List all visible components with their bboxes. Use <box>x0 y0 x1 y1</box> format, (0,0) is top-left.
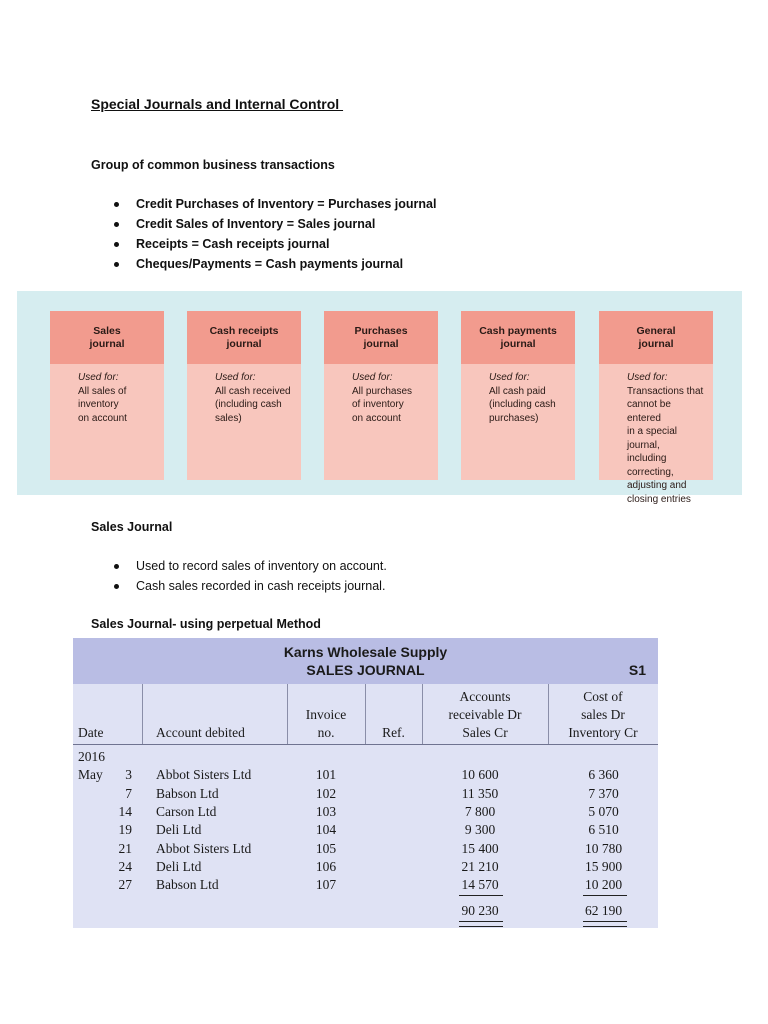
journal-card-body: Used for: Transactions that cannot be entered in a special journal, including correcting, adjusting and closing entries <box>627 372 704 505</box>
account-cell: Babson Ltd <box>156 786 219 801</box>
total-ar-cell: 90 230 <box>461 903 499 918</box>
day-cell: 24 <box>118 859 132 874</box>
journal-card-title: Cash payments journal <box>461 311 575 364</box>
journal-card-general <box>599 311 713 505</box>
journal-card-title: Cash receipts journal <box>187 311 301 364</box>
journal-card-title: General journal <box>599 311 713 364</box>
journal-card-body: Used for: All cash paid (including cash purchases) <box>489 372 556 424</box>
sales-journal-heading: Sales Journal <box>91 520 173 534</box>
double-rule <box>459 921 503 927</box>
year-cell: 2016 <box>78 749 105 764</box>
cos-cell: 15 900 <box>584 859 623 874</box>
journal-card-purchases <box>324 311 438 480</box>
journal-card-body: Used for: All purchases of inventory on account <box>352 372 413 424</box>
col-date: Date <box>78 725 104 740</box>
day-cell: 7 <box>125 786 132 801</box>
list-item: Credit Sales of Inventory = Sales journal <box>110 214 436 234</box>
double-rule <box>583 921 627 927</box>
cos-cell: 5 070 <box>588 804 619 819</box>
account-cell: Abbot Sisters Ltd <box>156 767 252 782</box>
list-item: Cheques/Payments = Cash payments journal <box>110 254 436 274</box>
cos-cell: 10 200 <box>584 877 623 892</box>
table-header-band <box>73 638 658 684</box>
account-cell: Deli Ltd <box>156 822 202 837</box>
list-item: Receipts = Cash receipts journal <box>110 234 436 254</box>
ar-cell: 15 400 <box>461 841 499 856</box>
ar-cell: 10 600 <box>461 767 499 782</box>
subtotal-rule <box>583 895 627 896</box>
group-list <box>110 194 436 274</box>
cos-cell: 6 510 <box>588 822 619 837</box>
list-item: Used to record sales of inventory on account. <box>110 556 387 576</box>
journal-name: SALES JOURNAL <box>306 662 425 678</box>
sales-journal-list <box>110 556 387 596</box>
ar-cell: 21 210 <box>461 859 499 874</box>
ar-cell: 11 350 <box>461 786 499 801</box>
col-cost-of-sales: Cost of sales Dr Inventory Cr <box>568 689 638 740</box>
ar-cell: 9 300 <box>464 822 496 837</box>
subtotal-rule <box>459 895 503 896</box>
cos-cell: 10 780 <box>584 841 623 856</box>
header-rule <box>73 744 658 745</box>
journal-card-sales <box>50 311 164 480</box>
column-divider <box>142 684 143 744</box>
day-cell: 19 <box>118 822 132 837</box>
col-accounts-receivable: Accounts receivable Dr Sales Cr <box>448 689 522 740</box>
total-cos-cell: 62 190 <box>584 903 623 918</box>
journal-card-body: Used for: All sales of inventory on account <box>78 372 127 424</box>
journal-card-cash-payments <box>461 311 575 480</box>
col-invoice: Invoice no. <box>305 707 347 740</box>
invoice-cell: 107 <box>315 877 337 892</box>
journal-types-diagram <box>17 291 742 505</box>
journal-card-title: Purchases journal <box>324 311 438 364</box>
invoice-cell: 106 <box>315 859 337 874</box>
day-cell: 21 <box>118 841 132 856</box>
invoice-cell: 105 <box>315 841 337 856</box>
company-name: Karns Wholesale Supply <box>283 644 448 660</box>
sales-journal-table <box>73 638 658 928</box>
account-cell: Carson Ltd <box>156 804 217 819</box>
col-ref: Ref. <box>382 725 405 740</box>
account-cell: Babson Ltd <box>156 877 219 892</box>
col-account: Account debited <box>156 725 245 740</box>
list-item: Credit Purchases of Inventory = Purchases journal <box>110 194 436 214</box>
cos-cell: 7 370 <box>588 786 619 801</box>
ar-cell: 7 800 <box>464 804 496 819</box>
day-cell: 3 <box>125 767 132 782</box>
account-cell: Abbot Sisters Ltd <box>156 841 252 856</box>
list-item: Cash sales recorded in cash receipts journal. <box>110 576 387 596</box>
invoice-cell: 103 <box>315 804 337 819</box>
ar-cell: 14 570 <box>461 877 499 892</box>
day-cell: 27 <box>118 877 132 892</box>
journal-card-title: Sales journal <box>50 311 164 364</box>
journal-card-body: Used for: All cash received (including cash sales) <box>215 372 291 424</box>
cos-cell: 6 360 <box>588 767 619 782</box>
invoice-cell: 102 <box>315 786 337 801</box>
journal-code: S1 <box>628 662 646 678</box>
page-title: Special Journals and Internal Control <box>91 96 344 112</box>
journal-card-cash-receipts <box>187 311 301 480</box>
account-cell: Deli Ltd <box>156 859 202 874</box>
invoice-cell: 104 <box>315 822 337 837</box>
group-heading: Group of common business transactions <box>91 158 335 172</box>
invoice-cell: 101 <box>315 767 337 782</box>
month-cell: May <box>78 767 103 782</box>
day-cell: 14 <box>118 804 132 819</box>
perpetual-heading: Sales Journal- using perpetual Method <box>91 617 321 631</box>
